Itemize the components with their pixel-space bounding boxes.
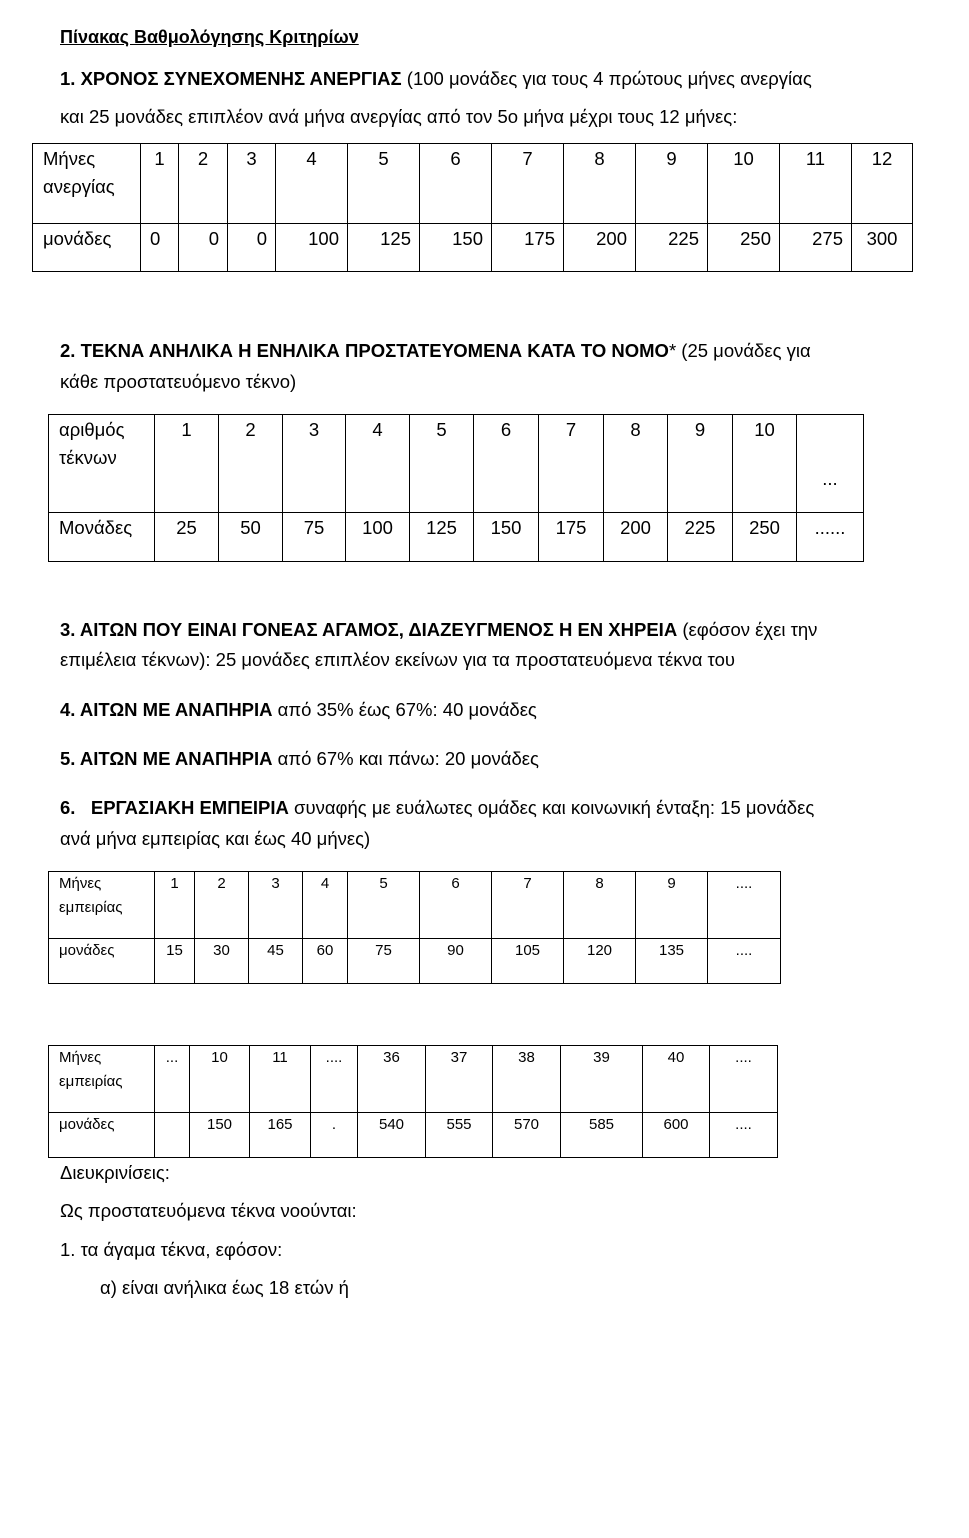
section3-text-b: επιμέλεια τέκνων): 25 μονάδες επιπλέον εκείνων για τα προστατευόμενα τέκνα του [60, 649, 735, 670]
table-cell: 50 [219, 513, 283, 562]
table-cell: 125 [348, 224, 420, 272]
table-cell: 11 [780, 144, 852, 224]
table-header-cell: Μήνες εμπειρίας [49, 1046, 155, 1113]
table-cell: 175 [539, 513, 604, 562]
section2-text-a: * (25 μονάδες για [668, 340, 811, 361]
table-cell: 0 [228, 224, 276, 272]
table-header-cell: αριθμός τέκνων [49, 415, 155, 513]
table-cell: 8 [564, 144, 636, 224]
table-row-label: μονάδες [49, 939, 155, 984]
table-cell: 2 [179, 144, 228, 224]
table-cell: 100 [346, 513, 410, 562]
table-row-label: μονάδες [33, 224, 141, 272]
table-cell: 9 [668, 415, 733, 513]
table-cell: .... [708, 939, 781, 984]
section6-line1 [60, 793, 814, 823]
table-cell: 37 [426, 1046, 493, 1113]
section1-text-a: (100 μονάδες για τους 4 πρώτους μήνες ανεργίας [406, 68, 812, 89]
table-cell: 45 [249, 939, 303, 984]
table-cell: 105 [492, 939, 564, 984]
table-cell: 7 [539, 415, 604, 513]
table-cell: 1 [141, 144, 179, 224]
table-cell: 2 [195, 872, 249, 939]
table-cell: 5 [348, 872, 420, 939]
table-cell: 120 [564, 939, 636, 984]
experience-table-2 [48, 1045, 778, 1158]
table-cell: .... [311, 1046, 358, 1113]
table-cell: 3 [283, 415, 346, 513]
table-cell: ...... [797, 513, 864, 562]
table-cell: 6 [474, 415, 539, 513]
table-cell: 165 [250, 1113, 311, 1158]
table-cell: ... [155, 1046, 190, 1113]
table-cell [155, 1113, 190, 1158]
section3-heading: 3. ΑΙΤΩΝ ΠΟΥ ΕΙΝΑΙ ΓΟΝΕΑΣ ΑΓΑΜΟΣ, ΔΙΑΖΕΥΓΜΕΝΟΣ Η ΕΝ ΧΗΡΕΙΑ [60, 619, 678, 640]
table-cell: 10 [708, 144, 780, 224]
table-cell: ... [797, 415, 864, 513]
table-cell: 25 [155, 513, 219, 562]
section4-text: από 35% έως 67%: 40 μονάδες [272, 699, 537, 720]
section5-line [60, 744, 539, 774]
table-cell: 38 [493, 1046, 561, 1113]
table-cell: 275 [780, 224, 852, 272]
section1-heading: 1. ΧΡΟΝΟΣ ΣΥΝΕΧΟΜΕΝΗΣ ΑΝΕΡΓΙΑΣ [60, 68, 402, 89]
table-cell: 150 [420, 224, 492, 272]
section3-text-a: (εφόσον έχει την [677, 619, 818, 640]
table-cell: 15 [155, 939, 195, 984]
table-cell: 175 [492, 224, 564, 272]
section6-text-a: συναφής με ευάλωτες ομάδες και κοινωνική ένταξη: 15 μονάδες [288, 797, 815, 818]
table-cell: 60 [303, 939, 348, 984]
section1-text-b: και 25 μονάδες επιπλέον ανά μήνα ανεργίας από τον 5ο μήνα μέχρι τους 12 μήνες: [60, 106, 738, 127]
table-cell: 6 [420, 144, 492, 224]
table-cell: 200 [604, 513, 668, 562]
section5-heading: 5. ΑΙΤΩΝ ΜΕ ΑΝΑΠΗΡΙΑ [60, 748, 273, 769]
table-cell: 12 [852, 144, 913, 224]
experience-table-1 [48, 871, 781, 984]
table-cell: 10 [733, 415, 797, 513]
page-title: Πίνακας Βαθμολόγησης Κριτηρίων [60, 27, 359, 47]
unemployment-table [32, 143, 913, 272]
table-cell: 30 [195, 939, 249, 984]
table-cell: 150 [474, 513, 539, 562]
table-cell: 200 [564, 224, 636, 272]
table-cell: 540 [358, 1113, 426, 1158]
table-cell: 7 [492, 872, 564, 939]
table-cell: . [311, 1113, 358, 1158]
table-cell: 4 [276, 144, 348, 224]
section2-text-b: κάθε προστατευόμενο τέκνο) [60, 371, 297, 392]
table-cell: 2 [219, 415, 283, 513]
table-cell: .... [710, 1113, 778, 1158]
section2-heading: 2. ΤΕΚΝΑ ΑΝΗΛΙΚΑ Η ΕΝΗΛΙΚΑ ΠΡΟΣΤΑΤΕΥΟΜΕΝΑ ΚΑΤΑ ΤΟ ΝΟΜΟ [60, 340, 669, 361]
section2-line1 [60, 336, 811, 366]
table-cell: 225 [636, 224, 708, 272]
table-cell: 250 [708, 224, 780, 272]
section4-heading: 4. ΑΙΤΩΝ ΜΕ ΑΝΑΠΗΡΙΑ [60, 699, 273, 720]
table-cell: 600 [643, 1113, 710, 1158]
table-cell: 8 [604, 415, 668, 513]
table-cell: 7 [492, 144, 564, 224]
table-cell: 0 [141, 224, 179, 272]
table-cell: 75 [348, 939, 420, 984]
table-cell: 8 [564, 872, 636, 939]
table-cell: 555 [426, 1113, 493, 1158]
table-header-cell: Μήνες ανεργίας [33, 144, 141, 224]
section6-heading: 6. ΕΡΓΑΣΙΑΚΗ ΕΜΠΕΙΡΙΑ [60, 797, 289, 818]
table-cell: 5 [348, 144, 420, 224]
table-cell: 40 [643, 1046, 710, 1113]
table-cell: 3 [249, 872, 303, 939]
table-cell: 5 [410, 415, 474, 513]
table-cell: 9 [636, 144, 708, 224]
notes-line3: α) είναι ανήλικα έως 18 ετών ή [100, 1277, 349, 1298]
table-cell: 135 [636, 939, 708, 984]
table-cell: 125 [410, 513, 474, 562]
table-row-label: Μονάδες [49, 513, 155, 562]
table-cell: 0 [179, 224, 228, 272]
table-cell: 3 [228, 144, 276, 224]
table-cell: 6 [420, 872, 492, 939]
table-cell: 10 [190, 1046, 250, 1113]
notes-title: Διευκρινίσεις: [60, 1162, 170, 1183]
table-cell: 4 [303, 872, 348, 939]
table-cell: 1 [155, 415, 219, 513]
table-cell: 4 [346, 415, 410, 513]
table-row-label: μονάδες [49, 1113, 155, 1158]
table-cell: .... [710, 1046, 778, 1113]
table-cell: 225 [668, 513, 733, 562]
table-cell: 150 [190, 1113, 250, 1158]
section4-line [60, 695, 537, 725]
table-header-cell: Μήνες εμπειρίας [49, 872, 155, 939]
section3-line1 [60, 615, 817, 645]
table-cell: 36 [358, 1046, 426, 1113]
children-table [48, 414, 864, 562]
section1-line1 [60, 64, 812, 94]
table-cell: 39 [561, 1046, 643, 1113]
table-cell: 585 [561, 1113, 643, 1158]
table-cell: 75 [283, 513, 346, 562]
table-cell: 1 [155, 872, 195, 939]
table-cell: 90 [420, 939, 492, 984]
notes-line1: Ως προστατευόμενα τέκνα νοούνται: [60, 1200, 357, 1221]
table-cell: 11 [250, 1046, 311, 1113]
section6-text-b: ανά μήνα εμπειρίας και έως 40 μήνες) [60, 828, 371, 849]
table-cell: 100 [276, 224, 348, 272]
table-cell: .... [708, 872, 781, 939]
table-cell: 570 [493, 1113, 561, 1158]
section5-text: από 67% και πάνω: 20 μονάδες [272, 748, 539, 769]
table-cell: 300 [852, 224, 913, 272]
notes-line2: 1. τα άγαμα τέκνα, εφόσον: [60, 1239, 283, 1260]
table-cell: 9 [636, 872, 708, 939]
table-cell: 250 [733, 513, 797, 562]
